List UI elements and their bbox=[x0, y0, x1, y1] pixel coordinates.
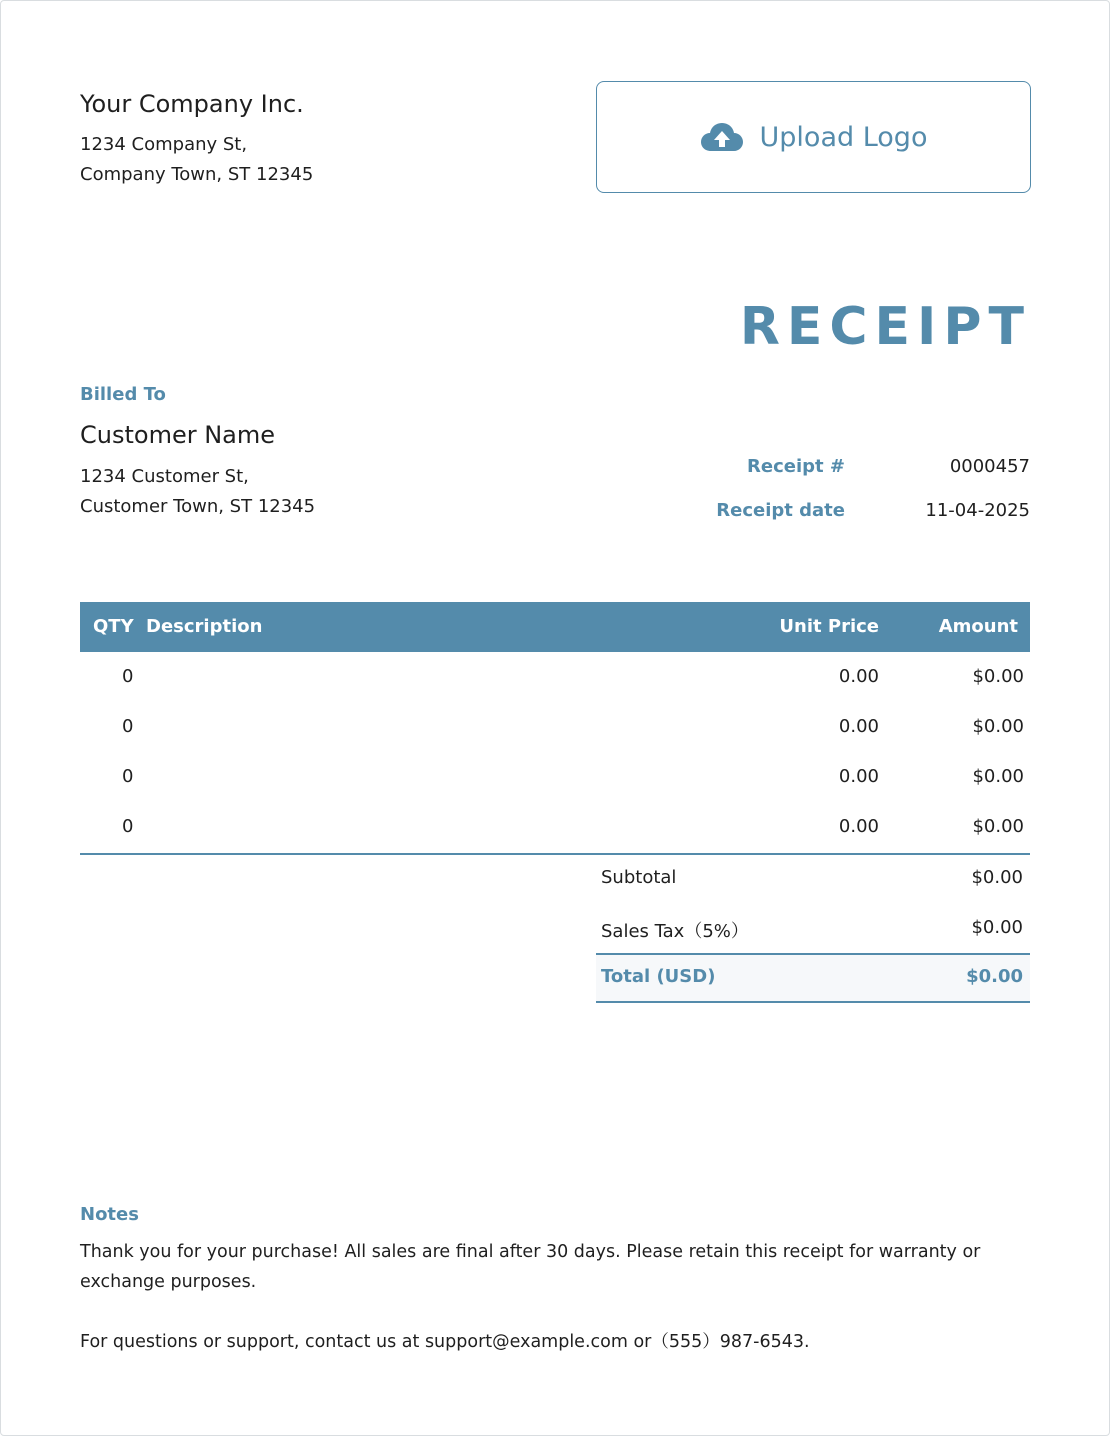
total-label: Total (USD) bbox=[601, 966, 716, 987]
row-unit-price[interactable]: 0.00 bbox=[838, 666, 879, 687]
customer-name[interactable]: Customer Name bbox=[80, 421, 276, 449]
upload-logo-label: Upload Logo bbox=[759, 121, 928, 153]
table-row bbox=[80, 802, 1030, 852]
row-amount: $0.00 bbox=[972, 766, 1024, 787]
table-divider bbox=[80, 853, 1030, 855]
header-description: Description bbox=[146, 616, 263, 637]
header-unit-price: Unit Price bbox=[779, 616, 879, 637]
row-amount: $0.00 bbox=[972, 666, 1024, 687]
receipt-title: RECEIPT bbox=[739, 297, 1031, 357]
header-qty: QTY bbox=[93, 616, 134, 637]
notes-heading: Notes bbox=[80, 1204, 139, 1225]
upload-logo-button[interactable] bbox=[596, 81, 1031, 193]
customer-address-line2[interactable]: Customer Town, ST 12345 bbox=[80, 496, 316, 517]
items-table-header bbox=[80, 602, 1030, 652]
cloud-upload-icon bbox=[700, 121, 760, 153]
row-unit-price[interactable]: 0.00 bbox=[838, 766, 879, 787]
receipt-number-value[interactable]: 0000457 bbox=[949, 456, 1030, 477]
receipt-number-label: Receipt # bbox=[747, 456, 845, 477]
table-row bbox=[80, 652, 1030, 702]
row-amount: $0.00 bbox=[972, 816, 1024, 837]
billed-to-heading: Billed To bbox=[80, 384, 166, 405]
table-row bbox=[80, 702, 1030, 752]
row-unit-price[interactable]: 0.00 bbox=[838, 716, 879, 737]
company-address-line1[interactable]: 1234 Company St, bbox=[80, 134, 248, 155]
row-amount: $0.00 bbox=[972, 716, 1024, 737]
row-qty[interactable]: 0 bbox=[122, 766, 134, 787]
company-address-line2[interactable]: Company Town, ST 12345 bbox=[80, 164, 314, 185]
table-row bbox=[80, 752, 1030, 802]
row-unit-price[interactable]: 0.00 bbox=[838, 816, 879, 837]
receipt-date-label: Receipt date bbox=[716, 500, 845, 521]
receipt-date-value[interactable]: 11-04-2025 bbox=[925, 500, 1030, 521]
notes-paragraph-2[interactable]: For questions or support, contact us at support@example.com or（555）987-6543. bbox=[80, 1332, 810, 1352]
sales-tax-value: $0.00 bbox=[971, 917, 1023, 938]
company-name[interactable]: Your Company Inc. bbox=[80, 90, 304, 118]
header-amount: Amount bbox=[938, 616, 1018, 637]
row-qty[interactable]: 0 bbox=[122, 716, 134, 737]
sales-tax-label[interactable]: Sales Tax（5%） bbox=[601, 921, 749, 942]
row-qty[interactable]: 0 bbox=[122, 816, 134, 837]
notes-paragraph-1[interactable]: Thank you for your purchase! All sales are final after 30 days. Please retain this receipt for warranty or exchange purposes. bbox=[80, 1242, 981, 1292]
row-qty[interactable]: 0 bbox=[122, 666, 134, 687]
subtotal-value: $0.00 bbox=[971, 867, 1023, 888]
subtotal-label: Subtotal bbox=[601, 867, 677, 888]
total-value: $0.00 bbox=[966, 966, 1023, 987]
customer-address-line1[interactable]: 1234 Customer St, bbox=[80, 466, 249, 487]
